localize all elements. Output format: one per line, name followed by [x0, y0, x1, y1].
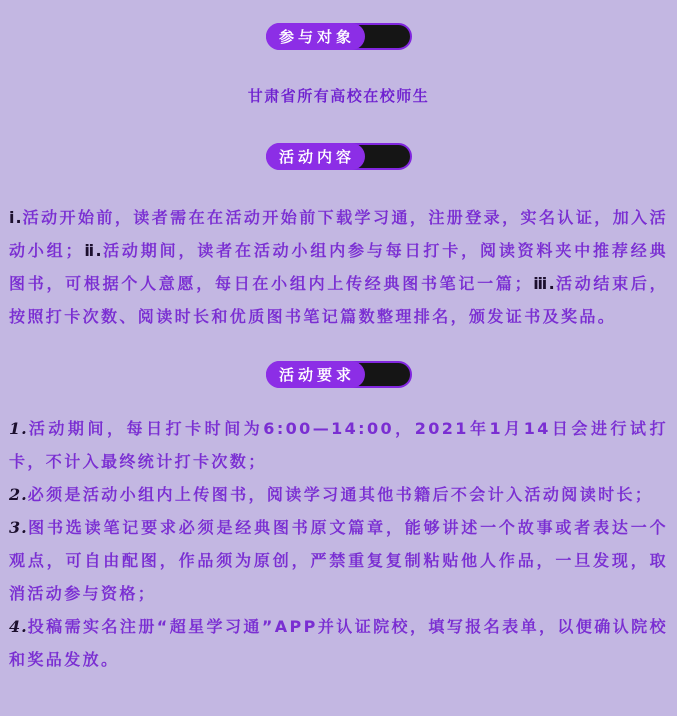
requirement-item-1 [9, 412, 668, 478]
content-text-ii: 活动期间，读者在活动小组内参与每日打卡，阅读资料夹中推荐经典图书，可根据个人意愿，每日在小组内上传经典图书笔记一篇； [9, 241, 668, 293]
requirement-item-4 [9, 610, 668, 676]
content-marker-iii: ⅲ. [532, 274, 556, 293]
section-content-header [0, 143, 677, 170]
requirement-text-2: 必须是活动小组内上传图书，阅读学习通其他书籍后不会计入活动阅读时长； [27, 485, 654, 504]
requirements-badge-label: 活动要求 [266, 361, 365, 388]
participants-badge [266, 23, 412, 50]
activity-content-paragraph [9, 201, 668, 333]
requirement-text-4: 投稿需实名注册“超星学习通”APP并认证院校，填写报名表单，以便确认院校和奖品发放。 [9, 617, 668, 669]
requirement-marker-3: 3. [9, 518, 28, 537]
content-marker-ii: ⅱ. [83, 241, 103, 260]
requirement-item-3 [9, 511, 668, 610]
content-text-iii: 活动结束后，按照打卡次数、阅读时长和优质图书笔记篇数整理排名，颁发证书及奖品。 [9, 274, 669, 326]
content-badge-label: 活动内容 [266, 143, 365, 170]
requirement-marker-2: 2. [9, 485, 28, 504]
requirement-marker-1: 1. [9, 419, 28, 438]
section-requirements-header [0, 361, 677, 388]
content-badge [266, 143, 412, 170]
requirement-marker-4: 4. [9, 617, 28, 636]
requirements-list [9, 412, 668, 676]
requirement-item-2 [9, 478, 668, 511]
requirements-badge [266, 361, 412, 388]
requirement-text-1: 活动期间，每日打卡时间为6:00—14:00，2021年1月14日会进行试打卡，不计入最终统计打卡次数； [9, 419, 668, 471]
activity-rules-page [0, 23, 677, 716]
content-marker-i: ⅰ. [9, 208, 23, 227]
participants-badge-label: 参与对象 [266, 23, 365, 50]
section-participants-header [0, 23, 677, 50]
content-text-i: 活动开始前，读者需在在活动开始前下载学习通，注册登录，实名认证，加入活动小组； [9, 208, 668, 260]
requirement-text-3: 图书选读笔记要求必须是经典图书原文篇章，能够讲述一个故事或者表达一个观点，可自由配图，作品须为原创，严禁重复复制粘贴他人作品，一旦发现，取消活动参与资格； [9, 518, 668, 603]
participants-text: 甘肃省所有高校在校师生 [247, 87, 430, 105]
